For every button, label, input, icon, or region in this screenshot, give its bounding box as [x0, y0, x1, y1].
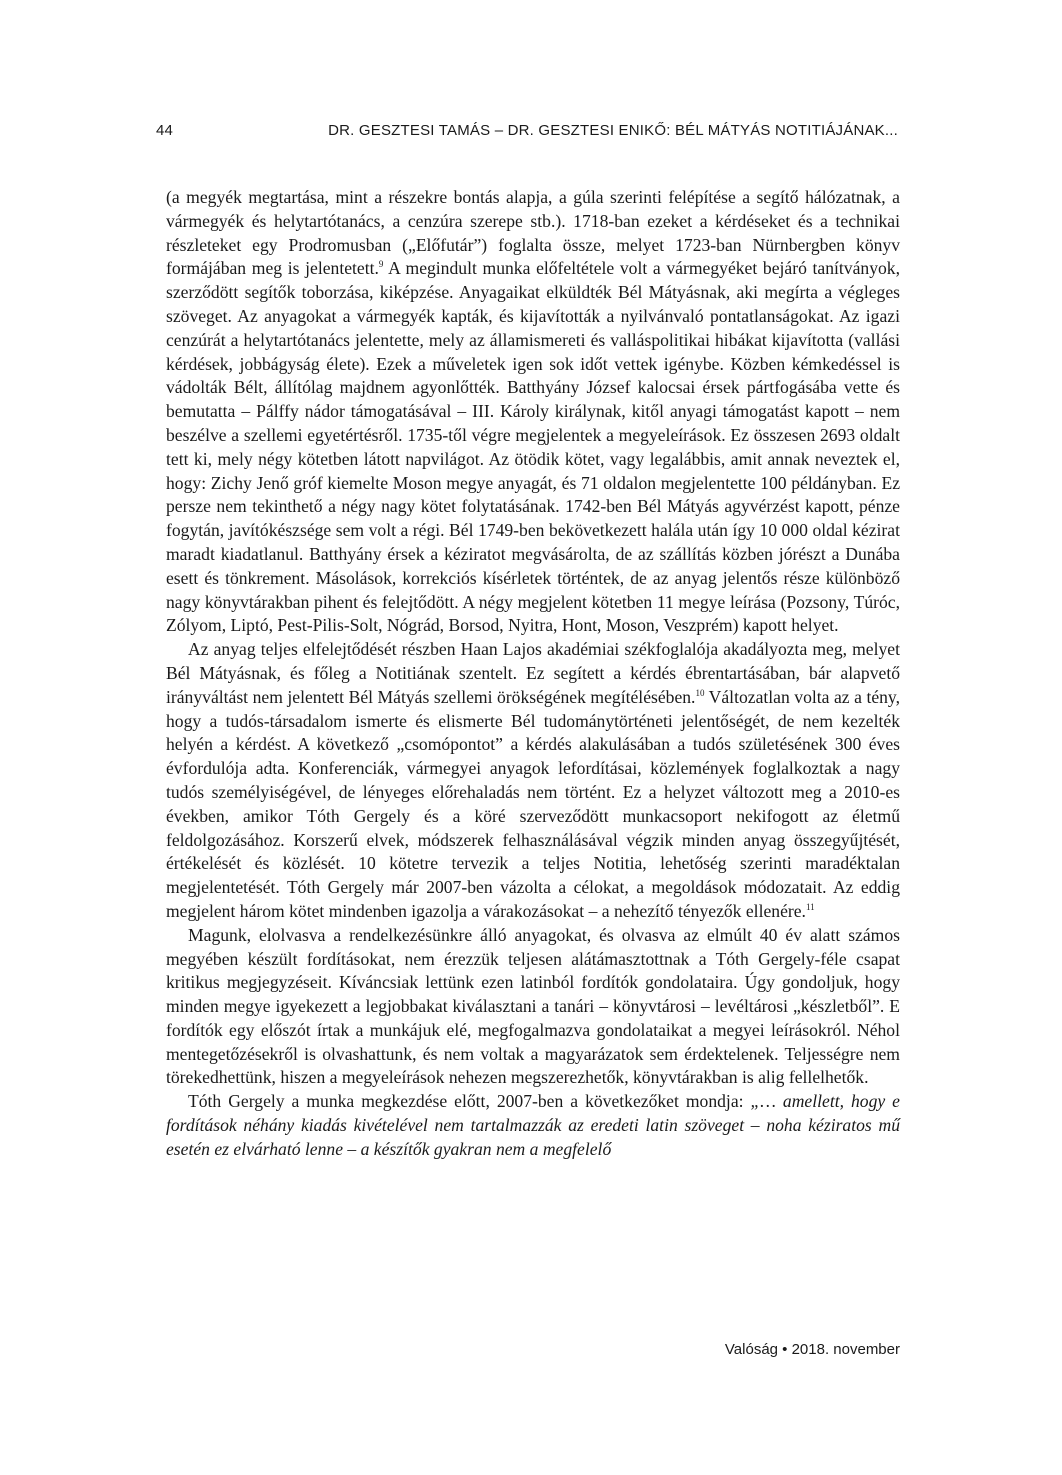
- footnote-ref-9: 9: [378, 259, 384, 270]
- running-header: [156, 122, 898, 144]
- paragraph-4-text-a: Tóth Gergely a munka megkezdése előtt, 2007-ben a következőket mondja:: [188, 1091, 751, 1112]
- paragraph-3: Magunk, elolvasva a rendelkezésünkre álló anyagokat, és olvasva az elmúlt 40 év alatt számos megyében készült fordításokat, nem érezzük teljesen alátámasztottnak a Tóth Gergely-féle csapat kritikus megjegyzéseit. Kíváncsiak lettünk ezen latinból fordítók gondolataira. Úgy gondoljuk, hogy minden megye igyekezett a legjobbakat kiválasztani a tanári – könyvtárosi – levéltárosi „készletből”. E fordítók egy előszót írtak a munkájuk elé, megfogalmazva gondolataikat a megyei leírásokról. Néhol mentegetőzésekről is olvashattunk, és nem voltak a magyarázatok sem érdektelenek. Teljességre nem törekedhettünk, hiszen a megyeleírások nehezen megszerezhetők, könyvtárakban is alig fellelhetők.: [166, 924, 900, 1088]
- paragraph-1-text-b: A megindult munka előfeltétele volt a vármegyéket bejáró tanítványok, szerződött segítők toborzása, kiképzése. Anyagaikat elküldték Bél Mátyásnak, aki megírta a végleges szöveget. Az anyagokat a vármegyék kapták, és kijavították a nyilvánvaló pontatlanságokat. Az igazi cenzúrát a helytartótanács jelentette, mely az államismereti és valláspolitikai hibákat kijavította (vallási kérdések, jobbágyság élete). Ezek a műveletek igen sok időt vettek igénybe. Közben kémkedéssel is vádolták Bélt, állítólag majdnem agyonlőtték. Batthyány József kalocsai érsek pártfogásába vette és bemutatta – Pálffy nádor támogatásával – III. Károly királynak, kitől anyagi támogatást kapott – nem beszélve a szellemi egyetértésről. 1735-től végre megjelentek a megyeleírások. Ez összesen 2693 oldalt tett ki, mely négy kötetben látott napvilágot. Az ötödik kötet, vagy legalábbis, amit annak neveztek el, hogy: Zichy Jenő gróf kiemelte Moson megye anyagát, és 71 oldalon megjelentette 100 példányban. Ez persze nem tekinthető a négy nagy kötet folytatásának. 1742-ben Bél Mátyás agyvérzést kapott, pénze fogytán, javítókészsége sem volt a régi. Bél 1749-ben bekövetkezett halála után így 10 000 oldal kézirat maradt kiadatlanul. Batthyány érsek a kéziratot megvásárolta, de az szállítás közben jórészt a Dunába esett és tönkrement. Másolások, korrekciós kísérletek történtek, de az anyag jelentős része különböző nagy könyvtárakban pihent és felejtődött. A négy megjelent kötetben 11 megye leírása (Pozsony, Túróc, Zólyom, Liptó, Pest-Pilis-Solt, Nógrád, Borsod, Nyitra, Hont, Moson, Veszprém) kapott helyet.: [166, 258, 900, 636]
- journal-footer: Valóság • 2018. november: [724, 1341, 900, 1358]
- paragraph-2-text-b: Változatlan volta az a tény, hogy a tudós-társadalom ismerte és elismerte Bél tudománytörténeti jelentőségét, de nem kezelték helyén a kérdést. A következő „csomópontot” a kérdés alakulásában a tudós születésének 300 éves évfordulója adta. Konferenciák, vármegyei anyagok lefordításai, közlemények foglalkoztak a nagy tudós személyiségével, de lényeges előrehaladás nem történt. Ez a helyzet változott meg a 2010-es években, amikor Tóth Gergely és a köré szerveződött munkacsoport nekifogott az életmű feldolgozásához. Korszerű elvek, módszerek felhasználásával végzik minden anyag összegyűjtését, értékelését és közlését. 10 kötetre tervezik a teljes Notitia, lehetőség szerinti maradéktalan megjelentetését. Tóth Gergely már 2007-ben vázolta a célokat, a megoldások módozatait. Az eddig megjelent három kötet mindenben igazolja a várakozásokat – a nehezítő tényezők ellenére.: [166, 686, 900, 921]
- paragraph-2: [166, 638, 900, 924]
- paragraph-1: [166, 186, 900, 638]
- paragraph-4: [166, 1090, 900, 1161]
- footnote-ref-10: 10: [695, 687, 705, 698]
- paragraph-2-text-a: Az anyag teljes elfelejtődését részben Haan Lajos akadémiai székfoglalója akadályozta meg, melyet Bél Mátyásnak, és főleg a Notitiának szentelt. Ez segített a kérdés ébrentartásában, bár alapvető irányváltást nem jelentett Bél Mátyás szellemi örökségének megítélésében.: [166, 639, 900, 707]
- article-body: [166, 186, 900, 1162]
- footnote-ref-11: 11: [805, 902, 815, 913]
- paragraph-1-text-a: (a megyék megtartása, mint a részekre bontás alapja, a gúla szerinti felépítése a segítő hálózatnak, a vármegyék és helytartótanács, a cenzúra szerepe stb.). 1718-ban ezeket a kérdéseket és a technikai részleteket egy Prodromusban („Előfutár”) foglalta össze, melyet 1723-ban Nürnbergben könyv formájában meg is jelentetett.: [166, 187, 900, 279]
- paragraph-4-quote: „… amellett, hogy e fordítások néhány kiadás kivételével nem tartalmazzák az eredeti latin szöveget – noha kéziratos mű esetén ez elvárható lenne – a készítők gyakran nem a megfelelő: [166, 1091, 900, 1159]
- page-number: 44: [156, 122, 174, 139]
- running-head-title: DR. GESZTESI TAMÁS – DR. GESZTESI ENIKŐ: BÉL MÁTYÁS NOTITIÁJÁNAK...: [328, 122, 898, 139]
